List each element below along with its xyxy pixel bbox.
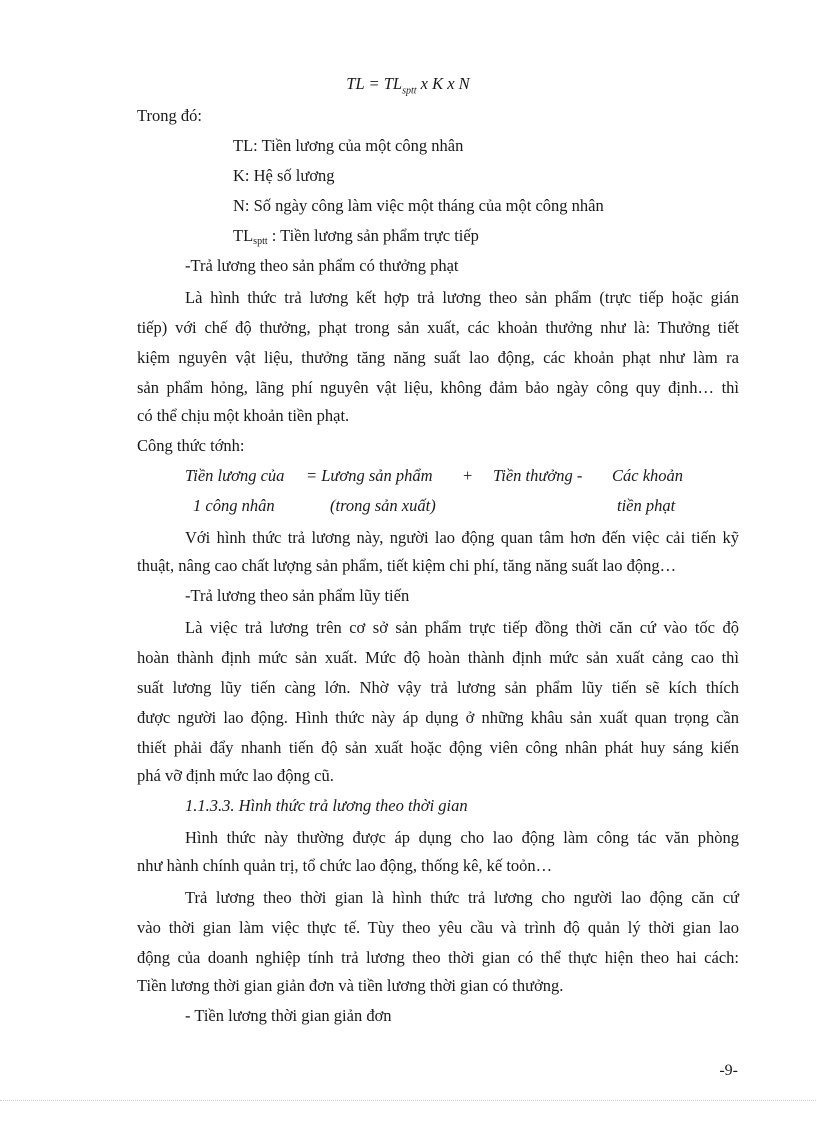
page-number: -9-	[719, 1062, 738, 1079]
para3-line-2: hoàn thành định mức sản xuất. Mức độ hoàn thành định mức sản xuất cảng cao thì	[137, 648, 739, 667]
def-tlsptt-rest: : Tiền lương sản phẩm trực tiếp	[267, 226, 479, 245]
formula-rhs: x K x N	[416, 74, 470, 93]
para3-line-4: được người lao động. Hình thức này áp dụng ở những khâu sản xuất quan trọng cần	[137, 708, 739, 727]
para2-line-1: Với hình thức trả lương này, người lao động quan tâm hơn đến việc cải tiến kỹ	[185, 528, 739, 547]
eq-term-d1: Các khoản	[612, 466, 684, 485]
eq-term-b1: = Lương sản phẩm	[306, 466, 433, 485]
calc-label: Công thức tớnh:	[137, 436, 245, 455]
heading-simple-time: - Tiền lương thời gian giản đơn	[185, 1006, 392, 1025]
def-tlsptt	[233, 226, 479, 252]
def-n: N: Số ngày công làm việc một tháng của một công nhân	[233, 196, 604, 215]
para1-line-2: tiếp) với chế độ thưởng, phạt trong sản xuất, các khoản thưởng như là: Thưởng tiết	[137, 318, 739, 337]
para4-line-1: Hình thức này thường được áp dụng cho lao động làm công tác văn phòng	[185, 828, 739, 847]
page-bottom-divider	[0, 1100, 816, 1101]
para1-line-1: Là hình thức trả lương kết hợp trả lương theo sản phẩm (trực tiếp hoặc gián	[185, 288, 739, 307]
eq-term-b2: (trong sản xuất)	[330, 496, 436, 515]
para5-line-2: vào thời gian làm việc thực tế. Tùy theo yêu cầu và trình độ quản lý thời gian lao	[137, 918, 739, 937]
section-heading: 1.1.3.3. Hình thức trả lương theo thời gian	[185, 796, 468, 815]
para1-line-4: sản phẩm hỏng, lãng phí nguyên vật liệu, không đảm bảo ngày công quy định… thì	[137, 378, 739, 397]
where-label: Trong đó:	[137, 106, 202, 125]
para5-line-3: động của doanh nghiệp tính trả lương theo thời gian có thể thực hiện theo hai cách:	[137, 948, 739, 967]
eq-term-c1: Tiền thưởng -	[493, 466, 583, 485]
para1-line-5: có thể chịu một khoản tiền phạt.	[137, 406, 350, 425]
para3-line-3: suất lương lũy tiến càng lớn. Nhờ vậy trả lương sản phẩm lũy tiến sẽ kích thích	[137, 678, 739, 697]
formula-subscript: sptt	[402, 85, 417, 97]
eq-term-a2: 1 công nhân	[193, 496, 275, 515]
para3-line-1: Là việc trả lương trên cơ sở sản phẩm trực tiếp đồng thời căn cứ vào tốc độ	[185, 618, 739, 637]
para5-line-4: Tiền lương thời gian giản đơn và tiền lương thời gian có thưởng.	[137, 976, 564, 995]
para1-line-3: kiệm nguyên vật liệu, thưởng tăng năng suất lao động, các khoản phạt như làm ra	[137, 348, 739, 367]
eq-term-a1: Tiền lương của	[185, 466, 285, 485]
def-tl: TL: Tiền lương của một công nhân	[233, 136, 464, 155]
para5-line-1: Trả lương theo thời gian là hình thức trả lương cho người lao động căn cứ	[185, 888, 739, 907]
heading-bonus-penalty: -Trả lương theo sản phẩm có thưởng phạt	[185, 256, 459, 275]
def-tlsptt-sub: sptt	[253, 236, 268, 247]
para3-line-6: phá vỡ định mức lao động cũ.	[137, 766, 334, 785]
salary-formula	[0, 74, 816, 96]
def-k: K: Hệ số lương	[233, 166, 335, 185]
para3-line-5: thiết phải đẩy nhanh tiến độ sản xuất hoặc động viên công nhân phát huy sáng kiến	[137, 738, 739, 757]
para4-line-2: như hành chính quản trị, tổ chức lao động, thống kê, kế toỏn…	[137, 856, 553, 875]
eq-term-d2: tiền phạt	[617, 496, 676, 515]
formula-lhs: TL = TL	[346, 74, 403, 93]
heading-progressive: -Trả lương theo sản phẩm lũy tiến	[185, 586, 410, 605]
def-tlsptt-main: TL	[233, 226, 254, 245]
eq-plus: +	[463, 466, 473, 485]
para2-line-2: thuật, nâng cao chất lượng sản phẩm, tiết kiệm chi phí, tăng năng suất lao động…	[137, 556, 677, 575]
